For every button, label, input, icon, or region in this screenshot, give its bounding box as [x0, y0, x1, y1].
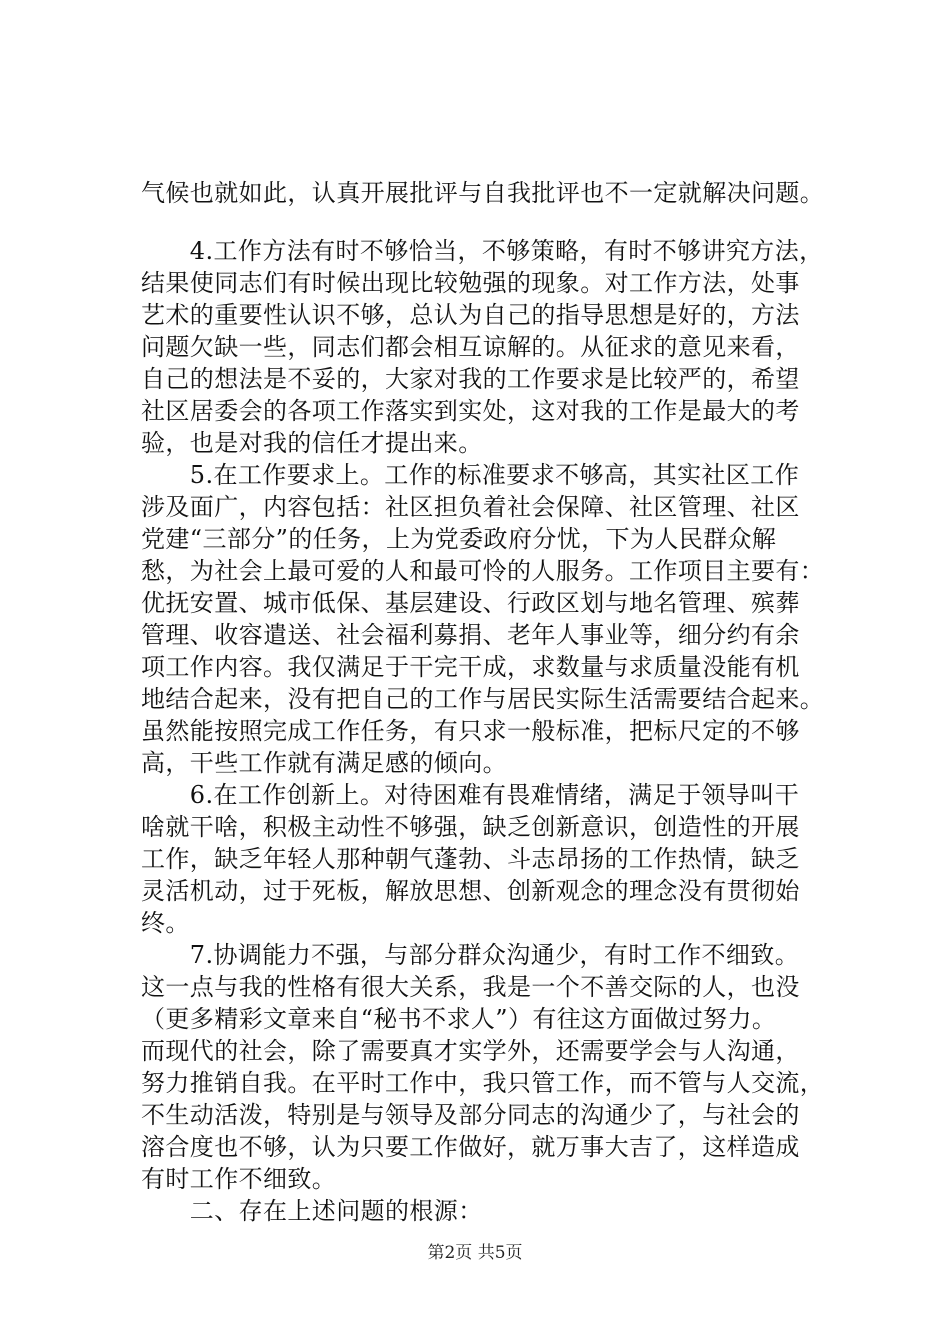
text-line: 高，干些工作就有满足感的倾向。: [141, 749, 507, 777]
text-line: 4.工作方法有时不够恰当，不够策略，有时不够讲究方法，: [141, 237, 824, 265]
text-line: 溶合度也不够，认为只要工作做好，就万事大吉了，这样造成: [141, 1133, 800, 1161]
text-line: 灵活机动，过于死板，解放思想、创新观念的理念没有贯彻始: [141, 877, 800, 905]
text-line: 5.在工作要求上。工作的标准要求不够高，其实社区工作: [141, 461, 800, 489]
text-line: 愁，为社会上最可爱的人和最可怜的人服务。工作项目主要有：: [141, 557, 825, 585]
text-line: 6.在工作创新上。对待困难有畏难情绪，满足于领导叫干: [141, 781, 800, 809]
text-line: 验，也是对我的信任才提出来。: [141, 429, 483, 457]
text-line: 涉及面广，内容包括：社区担负着社会保障、社区管理、社区: [141, 493, 800, 521]
text-line: （更多精彩文章来自“秘书不求人”）有往这方面做过努力。: [141, 1005, 777, 1033]
text-line: 而现代的社会，除了需要真才实学外，还需要学会与人沟通，: [141, 1037, 800, 1065]
text-line: 工作，缺乏年轻人那种朝气蓬勃、斗志昂扬的工作热情，缺乏: [141, 845, 800, 873]
text-line: 有时工作不细致。: [141, 1165, 337, 1193]
text-line: 问题欠缺一些，同志们都会相互谅解的。从征求的意见来看，: [141, 333, 800, 361]
text-line: 社区居委会的各项工作落实到实处，这对我的工作是最大的考: [141, 397, 800, 425]
text-line: 啥就干啥，积极主动性不够强，缺乏创新意识，创造性的开展: [141, 813, 800, 841]
text-line: 项工作内容。我仅满足于干完干成，求数量与求质量没能有机: [141, 653, 800, 681]
text-line: 艺术的重要性认识不够，总认为自己的指导思想是好的，方法: [141, 301, 800, 329]
text-line: 地结合起来，没有把自己的工作与居民实际生活需要结合起来。: [141, 685, 825, 713]
text-line: 7.协调能力不强，与部分群众沟通少，有时工作不细致。: [141, 941, 800, 969]
text-line: 管理、收容遣送、社会福利募捐、老年人事业等，细分约有余: [141, 621, 800, 649]
text-line: 终。: [141, 909, 190, 937]
text-line: 这一点与我的性格有很大关系，我是一个不善交际的人，也没: [141, 973, 800, 1001]
page-footer: 第2页 共5页: [427, 1243, 523, 1263]
text-line: 努力推销自我。在平时工作中，我只管工作，而不管与人交流，: [141, 1069, 825, 1097]
text-line: 党建“三部分”的任务，上为党委政府分忧，下为人民群众解: [141, 525, 777, 553]
text-line: 二、存在上述问题的根源：: [141, 1197, 483, 1225]
text-line: 优抚安置、城市低保、基层建设、行政区划与地名管理、殡葬: [141, 589, 800, 617]
text-line: 虽然能按照完成工作任务，有只求一般标准，把标尺定的不够: [141, 717, 800, 745]
text-line: 自己的想法是不妥的，大家对我的工作要求是比较严的，希望: [141, 365, 800, 393]
text-line: 结果使同志们有时候出现比较勉强的现象。对工作方法，处事: [141, 269, 800, 297]
text-line: 不生动活泼，特别是与领导及部分同志的沟通少了，与社会的: [141, 1101, 800, 1129]
text-line: 气候也就如此，认真开展批评与自我批评也不一定就解决问题。: [141, 179, 825, 207]
